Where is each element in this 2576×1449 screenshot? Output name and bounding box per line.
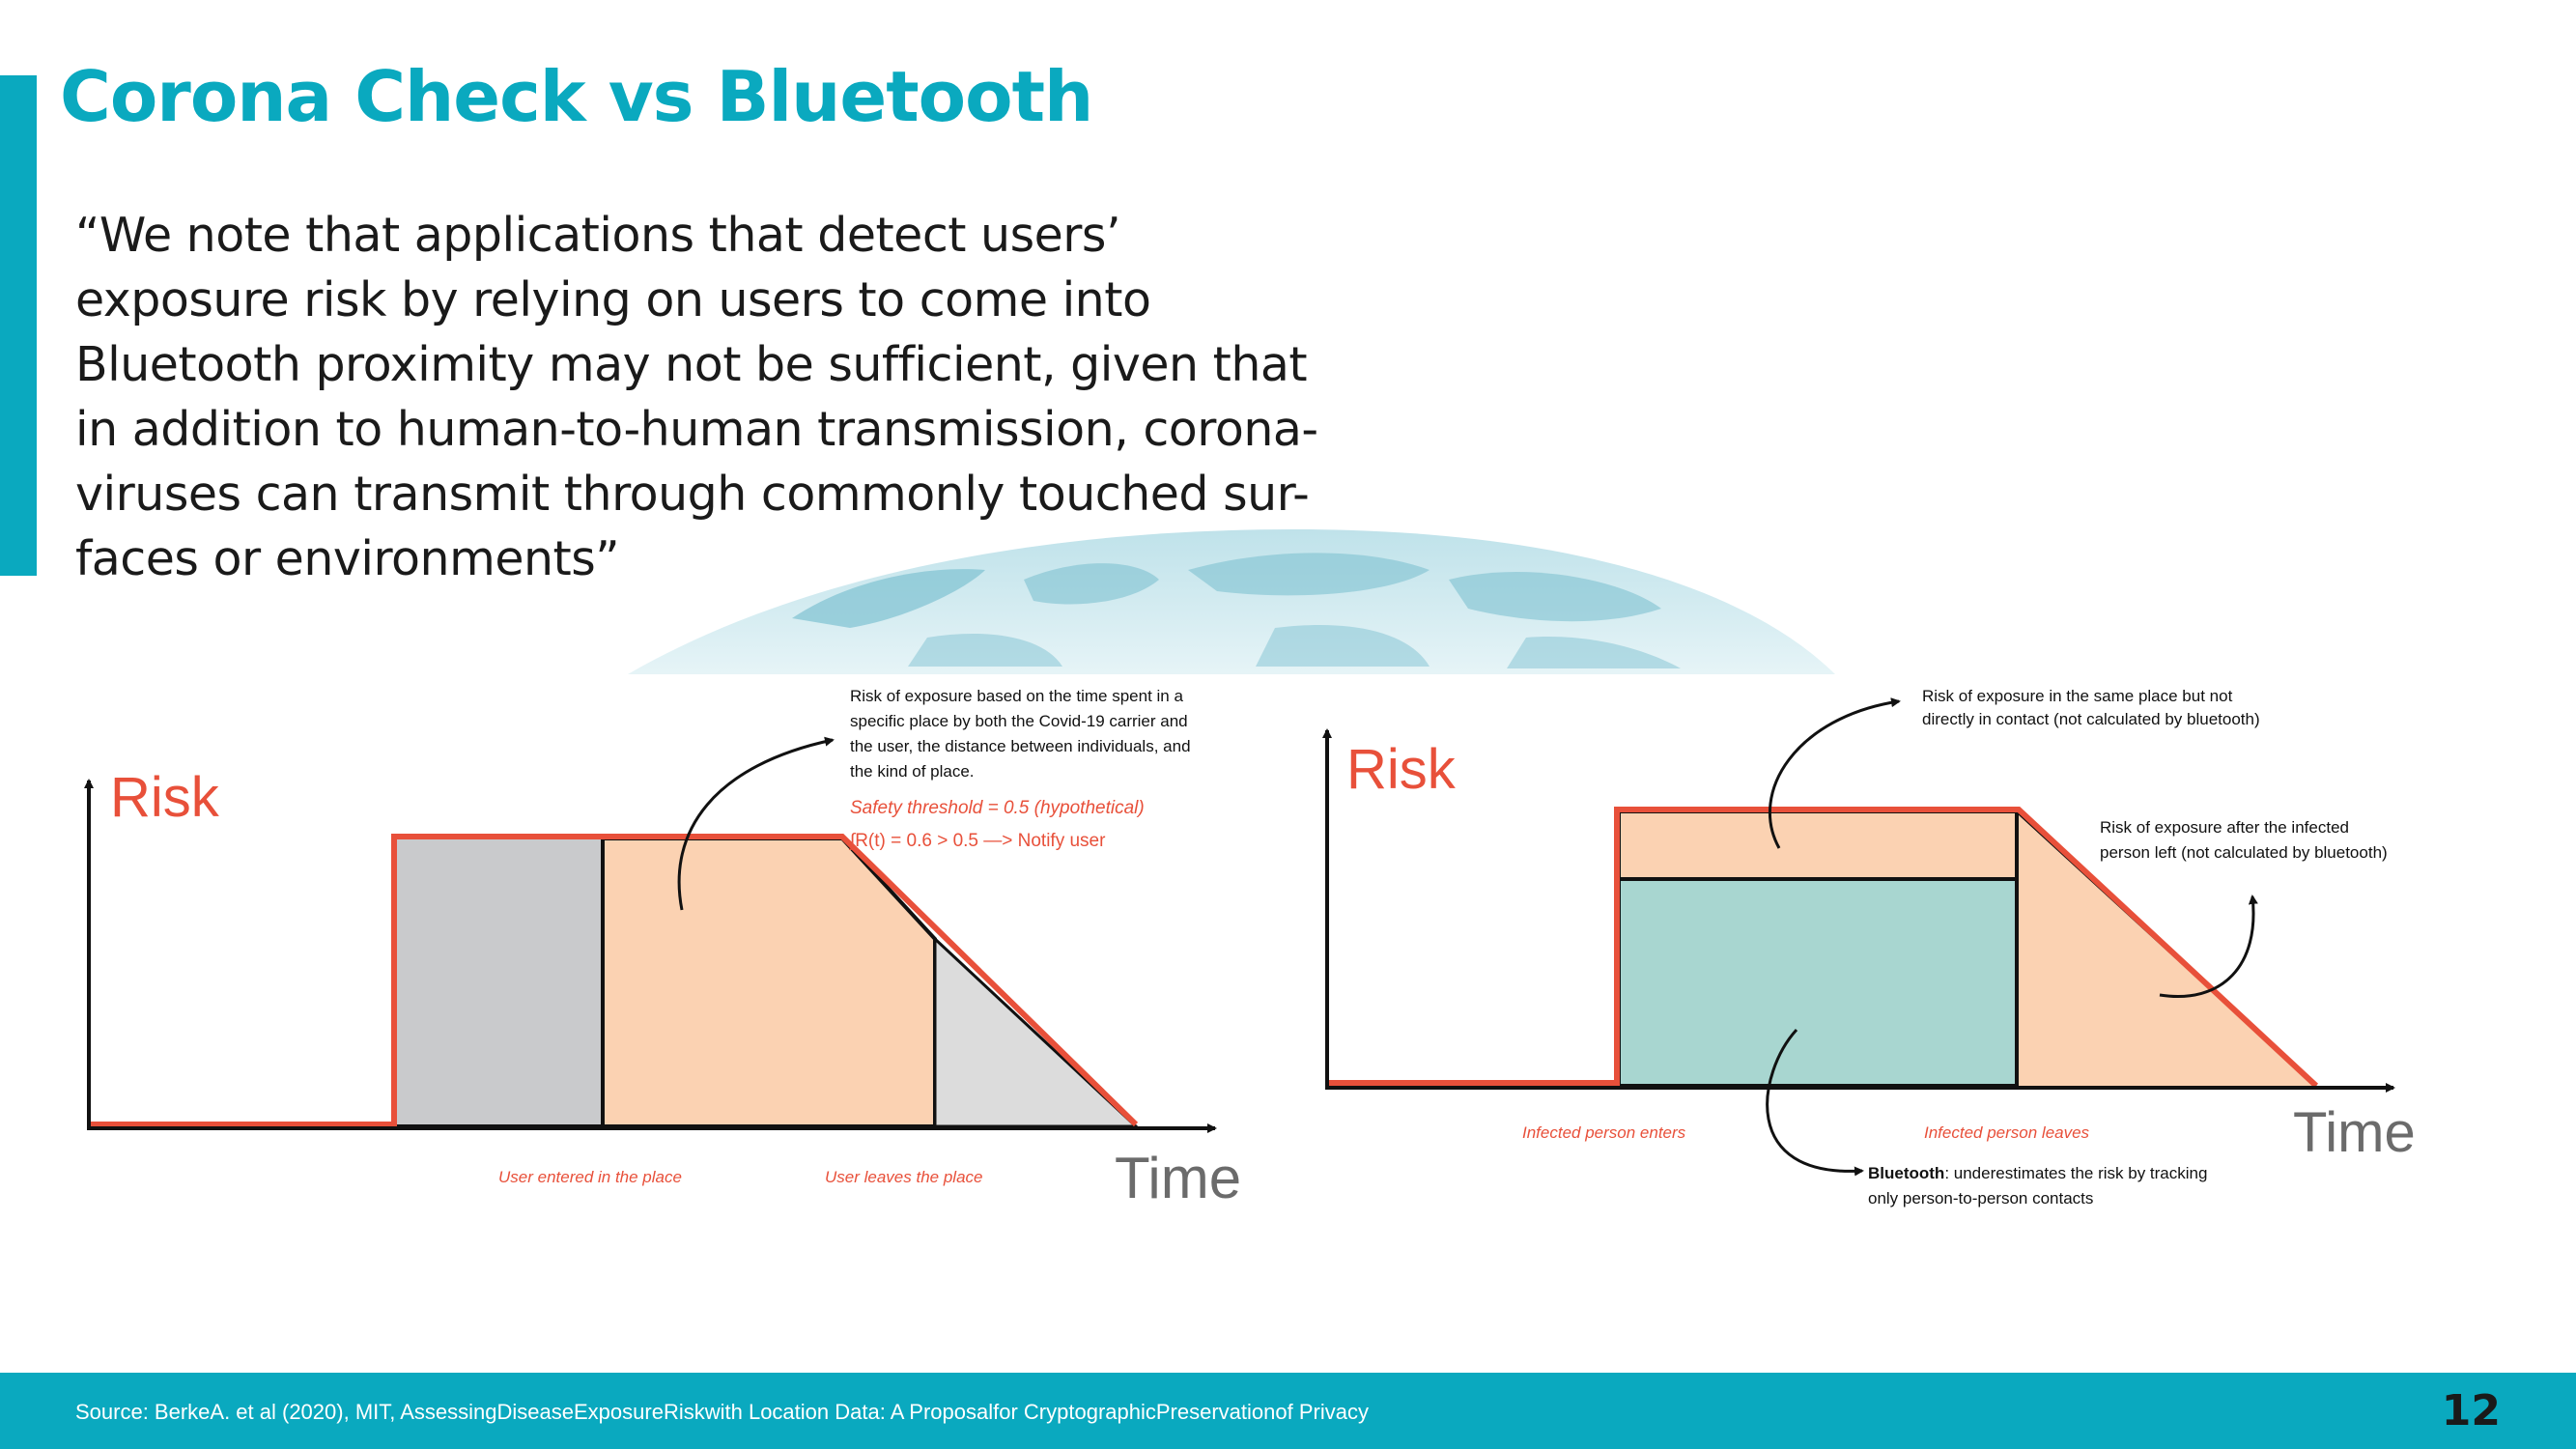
bluetooth-note-rest: : underestimates the risk by tracking — [1944, 1164, 2208, 1182]
formula-text: ∫R(t) = 0.6 > 0.5 —> Notify user — [850, 831, 1106, 851]
quote-line: exposure risk by relying on users to come into — [75, 272, 1151, 327]
quote-line: faces or environments” — [75, 531, 620, 586]
footer-bar — [0, 1373, 2576, 1449]
indirect-risk-area — [1619, 811, 2017, 879]
bluetooth-note-line2: only person-to-person contacts — [1868, 1189, 2094, 1208]
event-label-leave: Infected person leaves — [1924, 1123, 2090, 1142]
annotation-line: the kind of place. — [850, 762, 975, 781]
event-label-leave: User leaves the place — [825, 1168, 983, 1186]
annotation-line: Risk of exposure based on the time spent in a — [850, 687, 1183, 705]
bluetooth-contact-area — [1619, 879, 2017, 1086]
bluetooth-note-bold: Bluetooth — [1868, 1164, 1945, 1182]
annotation-line: directly in contact (not calculated by bluetooth) — [1922, 710, 2260, 728]
annotation-line: person left (not calculated by bluetooth) — [2100, 843, 2388, 862]
event-label-enter: Infected person enters — [1522, 1123, 1686, 1142]
x-axis-label: Time — [2293, 1101, 2416, 1164]
annotation-line: Risk of exposure after the infected — [2100, 818, 2349, 837]
annotation-line: specific place by both the Covid-19 carrier and — [850, 712, 1188, 730]
y-axis-label: Risk — [1346, 738, 1456, 801]
source-citation: Source: BerkeA. et al (2020), MIT, AssessingDiseaseExposureRiskwith Location Data: A Proposalfor CryptographicPreservationof Privacy — [75, 1400, 1369, 1424]
globe-background-image — [618, 529, 1874, 723]
annotation-line: the user, the distance between individuals, and — [850, 737, 1191, 755]
page-number: 12 — [2441, 1386, 2501, 1435]
right-risk-diagram — [1325, 687, 2416, 1208]
event-label-enter: User entered in the place — [498, 1168, 682, 1186]
threshold-text: Safety threshold = 0.5 (hypothetical) — [850, 798, 1145, 818]
quote-line: viruses can transmit through commonly touched sur- — [75, 467, 1310, 522]
bluetooth-note — [1868, 1164, 2207, 1182]
slide-title: Corona Check vs Bluetooth — [60, 56, 1093, 137]
annotation-line: Risk of exposure in the same place but not — [1922, 687, 2233, 705]
x-axis-label: Time — [1115, 1146, 1242, 1210]
quote-line: in addition to human-to-human transmission, corona- — [75, 402, 1318, 457]
quote-line: Bluetooth proximity may not be sufficient, given that — [75, 337, 1308, 392]
left-risk-diagram — [87, 687, 1241, 1210]
gray-area — [394, 837, 603, 1126]
y-axis-label: Risk — [110, 766, 219, 829]
quote-line: “We note that applications that detect users’ — [75, 208, 1121, 263]
